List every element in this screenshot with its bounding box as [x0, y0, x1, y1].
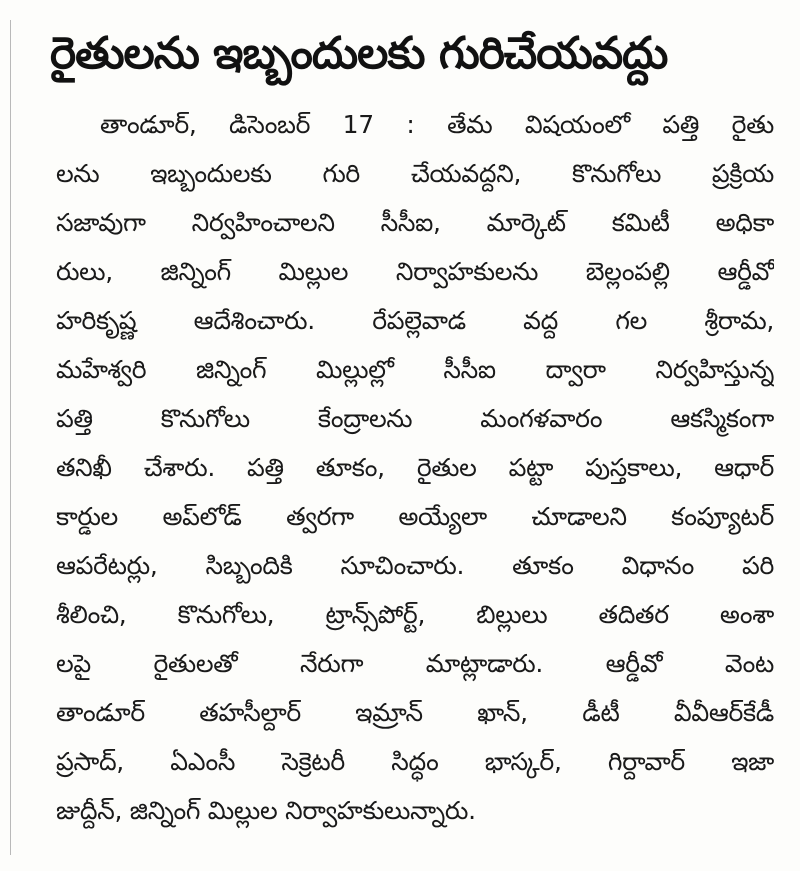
- article-body: [56, 100, 774, 835]
- body-line-13: తాండూర్ తహసీల్దార్ ఇమ్రాన్ ఖాన్, డీటీ వీవీఆర్‌కేడీ: [56, 698, 774, 727]
- column-divider: [10, 20, 11, 855]
- body-line-1: తాండూర్, డిసెంబర్ 17 : తేమ విషయంలో పత్తి రైతు: [100, 110, 774, 139]
- body-line-7: పత్తి కొనుగోలు కేంద్రాలను మంగళవారం ఆకస్మికంగా: [56, 404, 774, 433]
- body-line-4: రులు, జిన్నింగ్ మిల్లుల నిర్వాహకులను బెల్లంపల్లి ఆర్డీవో: [56, 257, 774, 286]
- body-line-11: శీలించి, కొనుగోలు, ట్రాన్స్‌పోర్ట్, బిల్లులు తదితర అంశా: [56, 600, 774, 629]
- body-line-9: కార్డుల అప్‌లోడ్ త్వరగా అయ్యేలా చూడాలని కంప్యూటర్: [56, 502, 774, 531]
- body-line-14: ప్రసాద్, ఏఎంసీ సెక్రెటరీ సిద్ధం భాస్కర్, గిర్దావార్ ఇజా: [56, 747, 774, 776]
- body-line-15: జుద్దీన్, జిన్నింగ్ మిల్లుల నిర్వాహకులున్నారు.: [56, 796, 476, 825]
- body-line-10: ఆపరేటర్లు, సిబ్బందికి సూచించారు. తూకం విధానం పరి: [56, 551, 774, 580]
- body-line-5: హరికృష్ణ ఆదేశించారు. రేపల్లెవాడ వద్ద గల శ్రీరామ,: [56, 306, 774, 335]
- body-line-2: లను ఇబ్బందులకు గురి చేయవద్దని, కొనుగోలు ప్రక్రియ: [56, 159, 774, 188]
- body-line-12: లపై రైతులతో నేరుగా మాట్లాడారు. ఆర్డీవో వెంట: [56, 649, 774, 678]
- body-line-8: తనిఖీ చేశారు. పత్తి తూకం, రైతుల పట్టా పుస్తకాలు, ఆధార్: [56, 453, 774, 482]
- headline: రైతులను ఇబ్బందులకు గురిచేయవద్దు: [50, 28, 668, 79]
- body-line-3: సజావుగా నిర్వహించాలని సీసీఐ, మార్కెట్ కమిటీ అధికా: [56, 208, 774, 237]
- body-line-6: మహేశ్వరి జిన్నింగ్ మిల్లుల్లో సీసీఐ ద్వారా నిర్వహిస్తున్న: [56, 355, 774, 384]
